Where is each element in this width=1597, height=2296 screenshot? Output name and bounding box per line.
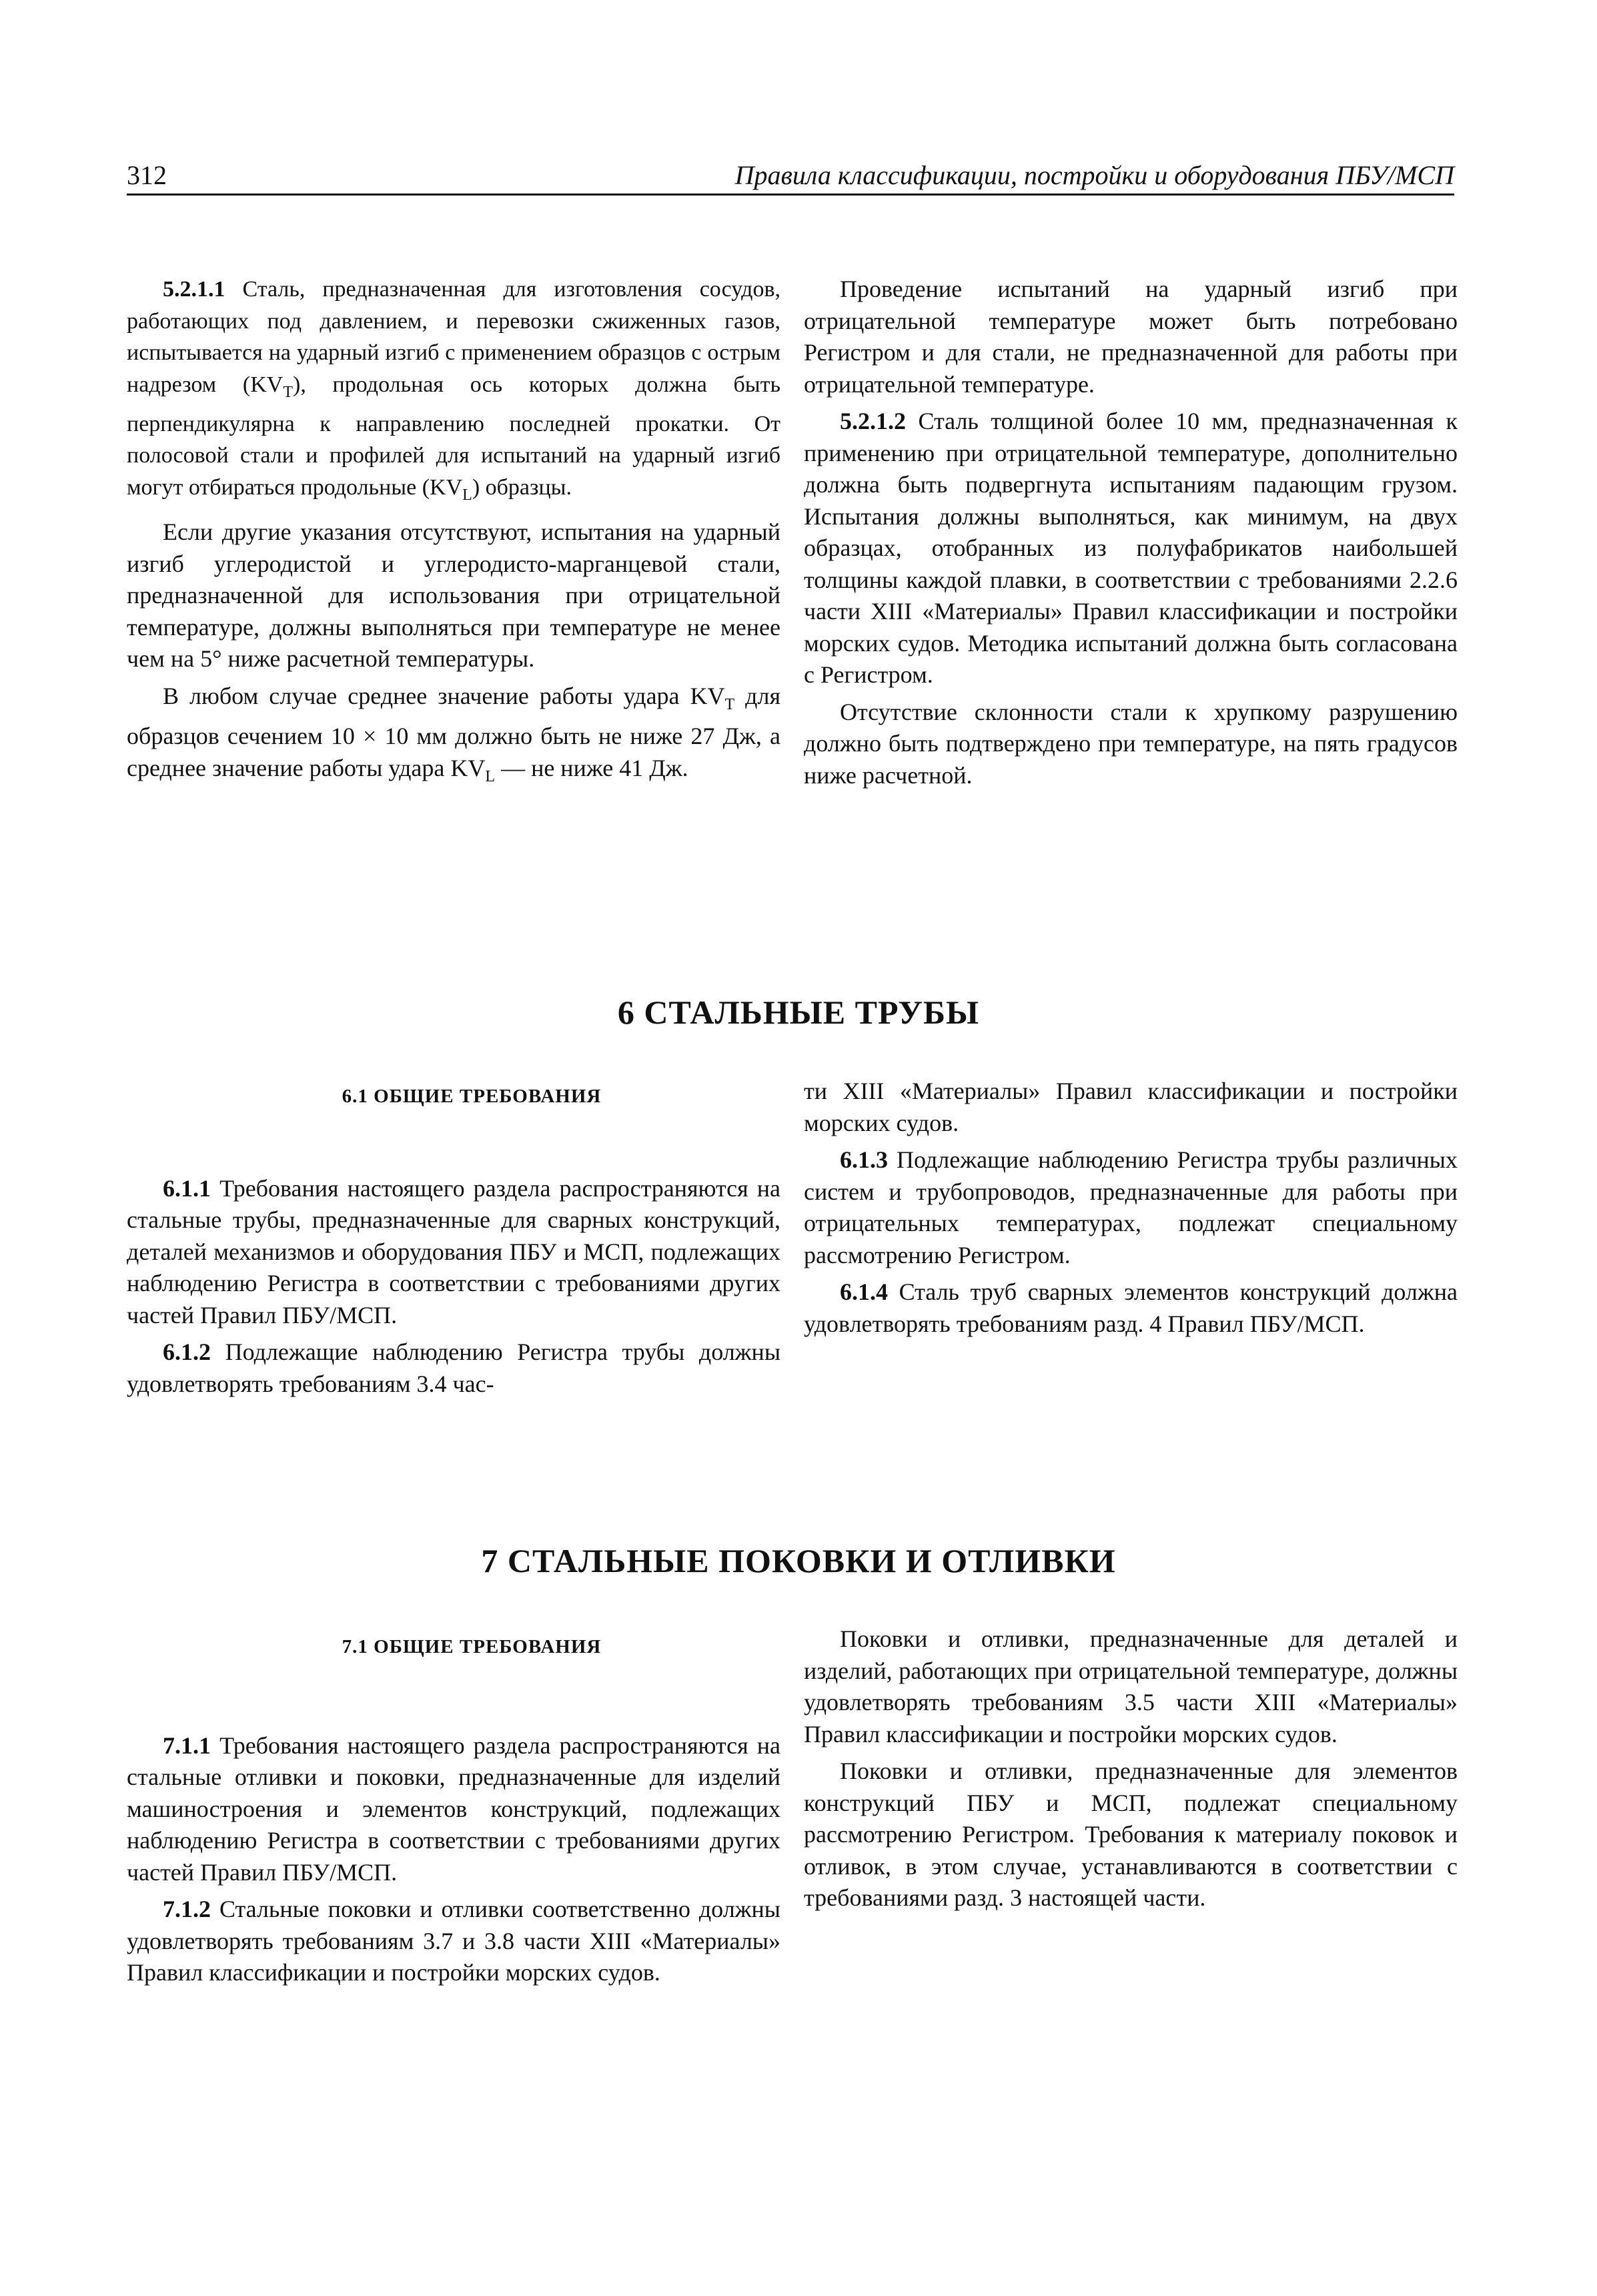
paragraph-text: Сталь труб сварных элементов конструкций должна удовлетворять требованиям разд. 4 Правил ПБУ/МСП. bbox=[804, 1278, 1458, 1337]
paragraph-text: ) образцы. bbox=[472, 474, 572, 500]
page-number: 312 bbox=[127, 160, 167, 190]
clause-number: 7.1.2 bbox=[163, 1896, 211, 1922]
paragraph-text: для образцов сечением 10 × 10 мм должно быть не ниже 27 Дж, а среднее значение работы удара KV bbox=[127, 682, 781, 781]
page-header bbox=[127, 155, 1454, 196]
section-6-left-column bbox=[127, 1081, 780, 1405]
paragraph-5-2-1-2 bbox=[804, 406, 1458, 691]
paragraph-6-1-2-continued: ти XIII «Материалы» Правил классификации и постройки морских судов. bbox=[804, 1078, 1458, 1136]
paragraph-impact-energy bbox=[127, 681, 780, 793]
subscript: T bbox=[724, 695, 735, 713]
paragraph-text: Стальные поковки и отливки соответственно должны удовлетворять требованиям 3.7 и 3.8 части XIII «Материалы» Правил классификации и постройки морских судов. bbox=[127, 1896, 780, 1986]
section-7-right-column bbox=[804, 1623, 1458, 1920]
paragraph-6-1-2 bbox=[127, 1336, 780, 1400]
paragraph-text: Требования настоящего раздела распространяются на стальные отливки и поковки, предназначенные для изделий машиностроения и элементов конструкций, подлежащих наблюдению Регистра в соответствии с требованиями других частей Правил ПБУ/МСП. bbox=[127, 1732, 781, 1886]
paragraph-text: Сталь толщиной более 10 мм, предназначенная к применению при отрицательной температуре, дополнительно должна быть подвергнута испытаниям падающим грузом. Испытания должны выполняться, как минимум, на двух образцах, отобранных из полуфабрикатов наибольшей толщины каждой плавки, в соответствии с требованиями 2.2.6 части XIII «Материалы» Правил классификации и постройки морских судов. Методика испытаний должна быть согласована с Регистром. bbox=[804, 408, 1458, 688]
paragraph-text: Подлежащие наблюдению Регистра трубы различных систем и трубопроводов, предназначенные для работы при отрицательных температурах, подлежат специальному рассмотрению Регистром. bbox=[804, 1146, 1458, 1268]
paragraph-text: — не ниже 41 Дж. bbox=[495, 754, 688, 781]
clause-number: 5.2.1.1 bbox=[163, 277, 225, 302]
paragraph-6-1-4 bbox=[804, 1276, 1458, 1340]
paragraph-temperature: Если другие указания отсутствуют, испытания на ударный изгиб углеродистой и углеродисто-марганцевой стали, предназначенной для использования при отрицательной температуре, должны выполняться при температуре не менее чем на 5° ниже расчетной температуры. bbox=[127, 518, 780, 673]
subscript: L bbox=[485, 767, 496, 785]
paragraph-forgings-structures: Поковки и отливки, предназначенные для элементов конструкций ПБУ и МСП, подлежат специальному рассмотрению Регистром. Требования к материалу поковок и отливок, в этом случае, устанавливаются в соответствии с требованиями разд. 3 настоящей части. bbox=[804, 1758, 1458, 1911]
section-6-title: 6 СТАЛЬНЫЕ ТРУБЫ bbox=[617, 994, 980, 1031]
top-left-column bbox=[127, 274, 780, 798]
paragraph-text: Подлежащие наблюдению Регистра трубы должны удовлетворять требованиям 3.4 час- bbox=[127, 1338, 781, 1397]
paragraph-text: Требования настоящего раздела распространяются на стальные трубы, предназначенные для сварных конструкций, деталей механизмов и оборудования ПБУ и МСП, подлежащих наблюдению Регистра в соответствии с требованиями других частей Правил ПБУ/МСП. bbox=[127, 1174, 781, 1328]
section-7-title: 7 СТАЛЬНЫЕ ПОКОВКИ И ОТЛИВКИ bbox=[481, 1542, 1116, 1579]
clause-number: 6.1.4 bbox=[840, 1278, 888, 1305]
section-7-left-column bbox=[127, 1631, 780, 1994]
paragraph-text: В любом случае среднее значение работы удара KV bbox=[163, 682, 725, 709]
paragraph-negative-temp-tests: Проведение испытаний на ударный изгиб при отрицательной температуре может быть потребовано Регистром и для стали, не предназначенной для работы при отрицательной температуре. bbox=[804, 276, 1458, 398]
paragraph-6-1-3 bbox=[804, 1144, 1458, 1271]
clause-number: 7.1.1 bbox=[163, 1732, 211, 1759]
paragraph-5-2-1-1 bbox=[127, 274, 780, 511]
paragraph-7-1-1 bbox=[127, 1730, 780, 1889]
paragraph-text: ), продольная ось которых должна быть перпендикулярна к направлению последней прокатки. От полосовой стали и профилей для испытаний на ударный изгиб могут отбираться продольные (KV bbox=[127, 372, 780, 500]
paragraph-6-1-1 bbox=[127, 1173, 780, 1332]
section-7-subtitle: 7.1 ОБЩИЕ ТРЕБОВАНИЯ bbox=[342, 1636, 602, 1657]
top-right-column bbox=[804, 274, 1458, 797]
subscript: T bbox=[283, 383, 294, 401]
clause-number: 6.1.3 bbox=[840, 1146, 888, 1173]
paragraph-brittle-fracture: Отсутствие склонности стали к хрупкому разрушению должно быть подтверждено при температуре, на пять градусов ниже расчетной. bbox=[804, 698, 1458, 789]
running-title: Правила классификации, постройки и оборудования ПБУ/МСП bbox=[734, 160, 1454, 190]
clause-number: 6.1.1 bbox=[163, 1174, 211, 1202]
section-6-right-column bbox=[804, 1076, 1458, 1345]
clause-number: 5.2.1.2 bbox=[840, 408, 906, 434]
clause-number: 6.1.2 bbox=[163, 1338, 211, 1365]
section-6-subtitle: 6.1 ОБЩИЕ ТРЕБОВАНИЯ bbox=[342, 1086, 602, 1107]
subscript: L bbox=[462, 486, 472, 504]
paragraph-forgings-negative-temp: Поковки и отливки, предназначенные для деталей и изделий, работающих при отрицательной температуре, должны удовлетворять требованиям 3.5 части XIII «Материалы» Правил классификации и постройки морских судов. bbox=[804, 1625, 1458, 1748]
paragraph-7-1-2 bbox=[127, 1894, 780, 1989]
paragraph-text: Сталь, предназначенная для изготовления сосудов, работающих под давлением, и перевозки сжиженных газов, испытывается на ударный изгиб с применением образцов с острым надрезом (KV bbox=[127, 277, 781, 397]
